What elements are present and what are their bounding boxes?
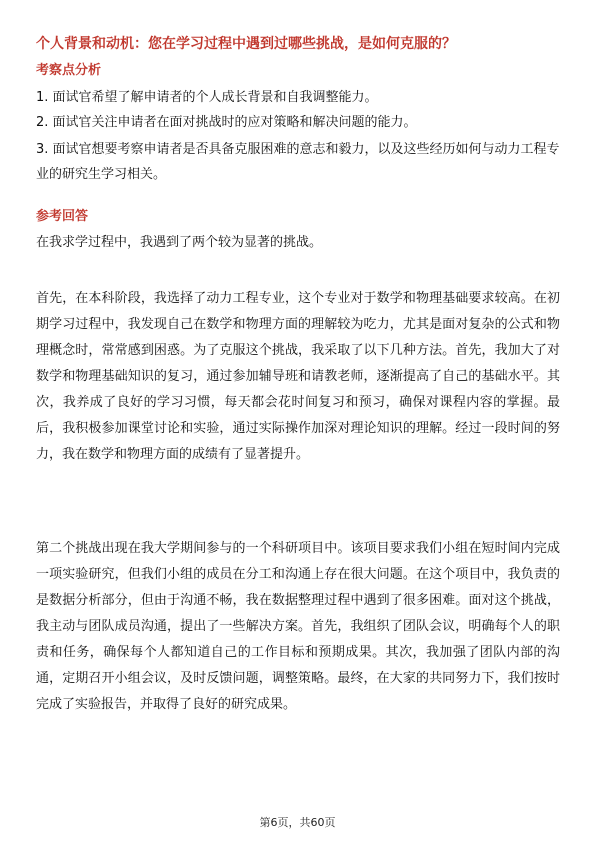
question-title: 个人背景和动机：您在学习过程中遇到过哪些挑战，是如何克服的？: [36, 36, 456, 52]
analysis-list: [36, 85, 561, 187]
analysis-item: 1. 面试官希望了解申请者的个人成长背景和自我调整能力。: [36, 90, 378, 105]
analysis-heading: 考察点分析: [36, 63, 102, 78]
answer-heading: 参考回答: [36, 209, 89, 224]
page-number: 第6页，共60页: [259, 816, 336, 829]
analysis-item: 3. 面试官想要考察申请者是否具备克服困难的意志和毅力，以及这些经历如何与动力工程专业的研究生学习相关。: [36, 142, 560, 182]
answer-paragraph-first-challenge: 首先，在本科阶段，我选择了动力工程专业，这个专业对于数学和物理基础要求较高。在初期学习过程中，我发现自己在数学和物理方面的理解较为吃力，尤其是面对复杂的公式和物理概念时，常常感到困惑。为了克服这个挑战，我采取了以下几种方法。首先，我加大了对数学和物理基础知识的复习，通过参加辅导班和请教老师，逐渐提高了自己的基础水平。其次，我养成了良好的学习习惯，每天都会花时间复习和预习，确保对课程内容的掌握。最后，我积极参加课堂讨论和实验，通过实际操作加深对理论知识的理解。经过一段时间的努力，我在数学和物理方面的成绩有了显著提升。: [36, 291, 560, 462]
answer-paragraph-second-challenge: 第二个挑战出现在我大学期间参与的一个科研项目中。该项目要求我们小组在短时间内完成一项实验研究，但我们小组的成员在分工和沟通上存在很大问题。在这个项目中，我负责的是数据分析部分，但由于沟通不畅，我在数据整理过程中遇到了很多困难。面对这个挑战，我主动与团队成员沟通，提出了一些解决方案。首先，我组织了团队会议，明确每个人的职责和任务，确保每个人都知道自己的工作目标和预期成果。其次，我加强了团队内部的沟通，定期召开小组会议，及时反馈问题，调整策略。最终，在大家的共同努力下，我们按时完成了实验报告，并取得了良好的研究成果。: [36, 541, 560, 712]
answer-paragraph-intro: 在我求学过程中，我遇到了两个较为显著的挑战。: [36, 235, 323, 250]
analysis-item: 2. 面试官关注申请者在面对挑战时的应对策略和解决问题的能力。: [36, 115, 417, 130]
